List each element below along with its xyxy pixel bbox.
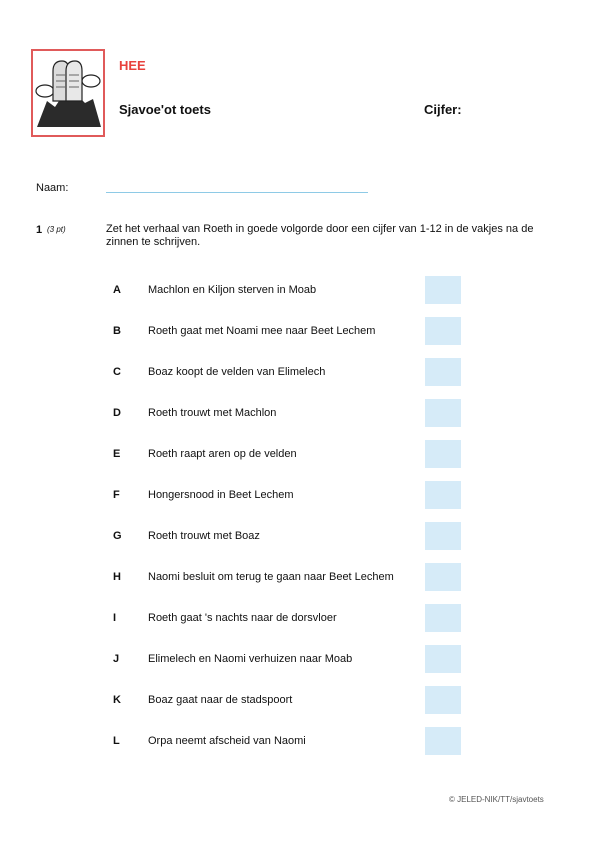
list-item [0,686,595,714]
item-letter: H [113,571,121,583]
copyright-footer: © JELED-NIK/TT/sjavtoets [449,795,544,804]
item-letter: I [113,612,117,624]
answer-box[interactable] [425,440,461,468]
answer-box[interactable] [425,604,461,632]
answer-box[interactable] [425,317,461,345]
item-text: Elimelech en Naomi verhuizen naar Moab [148,653,353,665]
brand-label: HEE [119,58,146,73]
name-field[interactable] [106,192,368,193]
item-text: Roeth trouwt met Boaz [148,530,260,542]
list-item [0,727,595,755]
item-text: Machlon en Kiljon sterven in Moab [148,284,317,296]
list-item [0,317,595,345]
grade-label: Cijfer: [424,102,462,117]
answer-box[interactable] [425,399,461,427]
answer-box[interactable] [425,563,461,591]
question-points: (3 pt) [47,225,66,234]
list-item [0,358,595,386]
list-item [0,563,595,591]
item-letter: C [113,366,121,378]
answer-box[interactable] [425,645,461,673]
answer-box[interactable] [425,358,461,386]
item-text: Hongersnood in Beet Lechem [148,489,294,501]
question-number: 1 [36,224,43,236]
item-text: Roeth raapt aren op de velden [148,448,297,460]
item-letter: D [113,407,121,419]
answer-box[interactable] [425,727,461,755]
logo [31,49,105,137]
list-item [0,522,595,550]
item-letter: E [113,448,121,460]
item-letter: A [113,284,121,296]
item-text: Boaz koopt de velden van Elimelech [148,366,326,378]
item-text: Roeth gaat met Noami mee naar Beet Lechem [148,325,376,337]
item-letter: K [113,694,121,706]
list-item [0,276,595,304]
list-item [0,399,595,427]
list-item [0,645,595,673]
page-title: Sjavoe'ot toets [119,102,211,117]
name-label: Naam: [36,182,69,194]
answer-box[interactable] [425,522,461,550]
question-text: Zet het verhaal van Roeth in goede volgorde door een cijfer van 1-12 in de vakjes na de zinnen te schrijven. [106,223,534,248]
stone-tablets-on-mountain-icon [33,51,103,135]
answer-box[interactable] [425,686,461,714]
answer-box[interactable] [425,481,461,509]
answer-box[interactable] [425,276,461,304]
list-item [0,604,595,632]
item-letter: B [113,325,121,337]
item-letter: G [113,530,122,542]
item-text: Roeth trouwt met Machlon [148,407,277,419]
item-text: Boaz gaat naar de stadspoort [148,694,293,706]
item-text: Naomi besluit om terug te gaan naar Beet Lechem [148,571,394,583]
item-letter: F [113,489,120,501]
list-item [0,440,595,468]
item-letter: L [113,735,120,747]
list-item [0,481,595,509]
item-text: Orpa neemt afscheid van Naomi [148,735,306,747]
item-letter: J [113,653,120,665]
item-text: Roeth gaat 's nachts naar de dorsvloer [148,612,337,624]
